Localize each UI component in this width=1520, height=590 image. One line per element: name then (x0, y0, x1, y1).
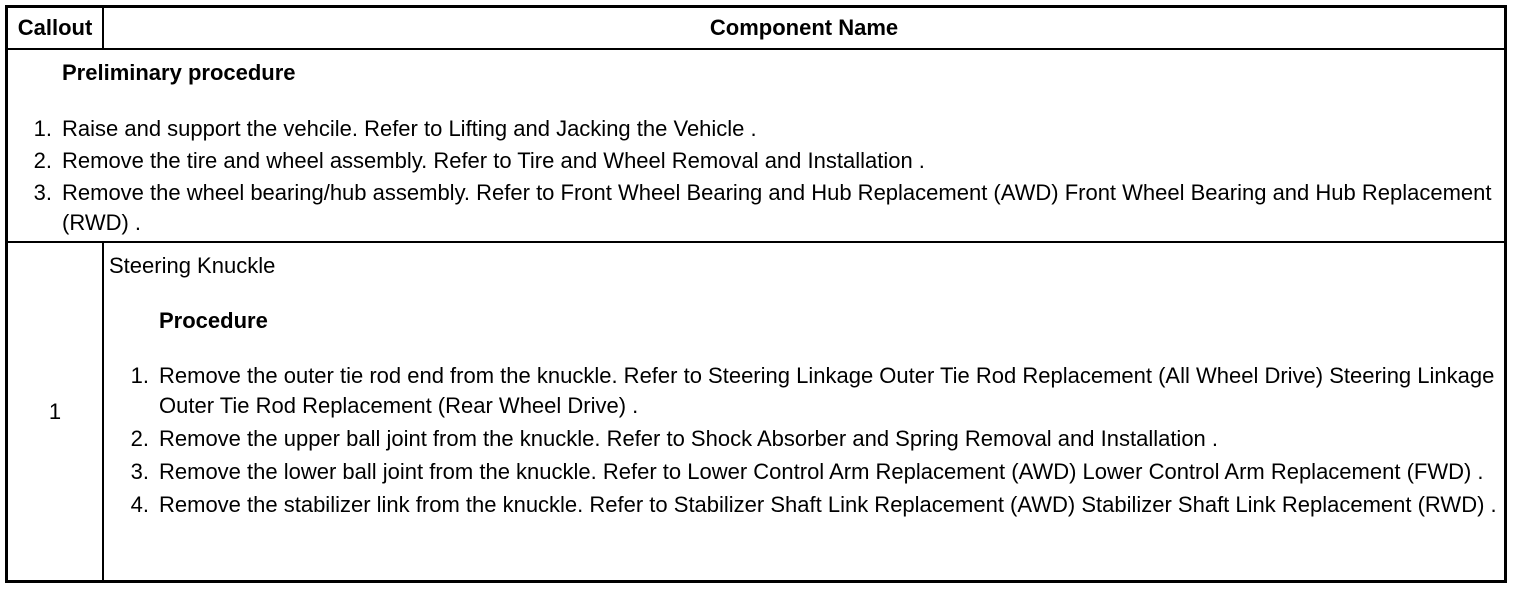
step-text: Remove the tire and wheel assembly. Refer to Tire and Wheel Removal and Installation . (62, 148, 925, 173)
preliminary-procedure-title: Preliminary procedure (62, 60, 296, 85)
table-header-row (8, 8, 1504, 50)
procedure-title: Procedure (159, 308, 268, 333)
callout-number (8, 243, 104, 580)
component-name-column-header: Component Name (709, 15, 899, 40)
step-text: Remove the lower ball joint from the knuckle. Refer to Lower Control Arm Replacement (AWD) Lower Control Arm Replacement (FWD) . (159, 459, 1484, 484)
preliminary-steps-list (33, 114, 1492, 240)
preliminary-step (33, 178, 1492, 238)
preliminary-step (33, 114, 1492, 144)
step-number: 4. (130, 492, 149, 517)
step-text: Remove the outer tie rod end from the knuckle. Refer to Steering Linkage Outer Tie Rod Replacement (All Wheel Drive) Steering Linkage Outer Tie Rod Replacement (Rear Wheel Drive) . (159, 363, 1495, 418)
component-name: Steering Knuckle (109, 253, 276, 278)
step-text: Remove the stabilizer link from the knuckle. Refer to Stabilizer Shaft Link Replacement (AWD) Stabilizer Shaft Link Replacement (RWD) . (159, 492, 1497, 517)
preliminary-procedure-row (8, 50, 1504, 243)
procedure-step (130, 457, 1499, 487)
step-number: 2. (130, 426, 149, 451)
step-number: 1. (33, 116, 52, 141)
step-number: 3. (33, 180, 52, 205)
callout-column-header: Callout (8, 8, 104, 48)
procedure-step (130, 361, 1499, 421)
table-row (8, 243, 1504, 580)
callout-value: 1 (48, 398, 62, 424)
procedure-steps-list (130, 361, 1499, 523)
step-text: Raise and support the vehcile. Refer to Lifting and Jacking the Vehicle . (62, 116, 757, 141)
callout-table (5, 5, 1507, 583)
step-number: 1. (130, 363, 149, 388)
step-text: Remove the upper ball joint from the knuckle. Refer to Shock Absorber and Spring Removal and Installation . (159, 426, 1219, 451)
step-number: 3. (130, 459, 149, 484)
procedure-step (130, 424, 1499, 454)
procedure-step (130, 490, 1499, 520)
step-text: Remove the wheel bearing/hub assembly. Refer to Front Wheel Bearing and Hub Replacement (AWD) Front Wheel Bearing and Hub Replacement (RWD) . (62, 180, 1492, 235)
step-number: 2. (33, 148, 52, 173)
preliminary-step (33, 146, 1492, 176)
